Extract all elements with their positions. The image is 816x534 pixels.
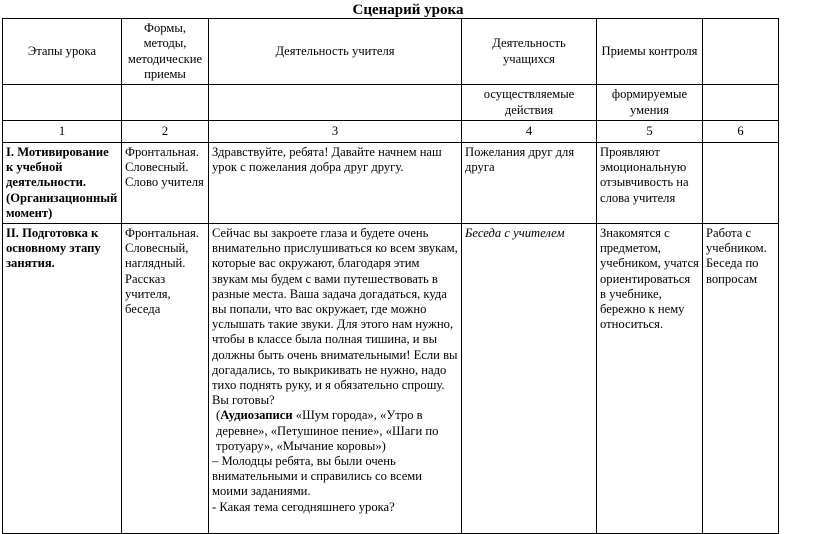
forms-cell: Фронтальная. Словесный, наглядный. Рассказ учителя, беседа bbox=[122, 224, 209, 534]
column-number: 5 bbox=[597, 121, 703, 143]
subheader-actions: осуществляемые действия bbox=[462, 85, 597, 121]
table-row bbox=[3, 143, 779, 224]
teacher-paragraph: – Молодцы ребята, вы были очень внимательными и справились со всеми моими заданиями. bbox=[212, 454, 422, 499]
header-student-activity: Деятельность учащихся bbox=[462, 19, 597, 85]
table-row bbox=[3, 224, 779, 534]
column-number: 6 bbox=[703, 121, 779, 143]
column-number: 2 bbox=[122, 121, 209, 143]
subheader-skills: формируемые умения bbox=[597, 85, 703, 121]
column-number: 1 bbox=[3, 121, 122, 143]
header-stages: Этапы урока bbox=[3, 19, 122, 85]
header-row bbox=[3, 19, 779, 85]
header-control-methods: Приемы контроля bbox=[597, 19, 703, 85]
student-actions-cell: Беседа с учителем bbox=[462, 224, 597, 534]
lesson-scenario-table bbox=[2, 18, 779, 534]
audio-text: «Шум города», «Утро в деревне», «Петушиное пение», «Шаги по тротуару», «Мычание коровы») bbox=[216, 408, 439, 453]
column-number: 4 bbox=[462, 121, 597, 143]
audio-label: Аудиозаписи bbox=[220, 408, 293, 423]
teacher-audio-line: (Аудиозаписи «Шум города», «Утро в деревне», «Петушиное пение», «Шаги по тротуару», «Мычание коровы») bbox=[216, 408, 439, 453]
teacher-activity-cell: Здравствуйте, ребята! Давайте начнем наш урок с пожелания добра друг другу. bbox=[209, 143, 462, 224]
teacher-paragraph: Сейчас вы закроете глаза и будете очень внимательно прислушиваться ко всем звукам, которые вас окружают, благодаря этим звукам мы будем с вами путешествовать в разные места. Ваша задача догадаться, куда вы попали, что вас окружает, где можно услышать такие звуки. Для этого нам нужно, чтобы в классе была полная тишина, и вы должны быть очень внимательными! Если вы догадались, то выкрикивать не нужно, надо тихо поднять руку, и я обязательно спрошу. Вы готовы? bbox=[212, 226, 458, 408]
header-forms: Формы, методы, методические приемы bbox=[122, 19, 209, 85]
column-number: 3 bbox=[209, 121, 462, 143]
forms-cell: Фронтальная. Словесный. Слово учителя bbox=[122, 143, 209, 224]
subheader-empty-3 bbox=[209, 85, 462, 121]
subheader-empty-2 bbox=[122, 85, 209, 121]
teacher-activity-cell bbox=[209, 224, 462, 534]
column-numbers-row bbox=[3, 121, 779, 143]
subheader-empty-1 bbox=[3, 85, 122, 121]
student-skills-cell: Знакомятся с предметом, учебником, учатся ориентироваться в учебнике, бережно к нему относиться. bbox=[597, 224, 703, 534]
header-teacher-activity: Деятельность учителя bbox=[209, 19, 462, 85]
control-cell: Работа с учебником. Беседа по вопросам bbox=[703, 224, 779, 534]
student-skills-cell: Проявляют эмоциональную отзывчивость на слова учителя bbox=[597, 143, 703, 224]
stage-cell: I. Мотивирование к учебной деятельности. (Организационный момент) bbox=[3, 143, 122, 224]
document-title: Сценарий урока bbox=[352, 2, 464, 18]
teacher-paragraph: - Какая тема сегодняшнего урока? bbox=[212, 499, 395, 514]
student-actions-cell: Пожелания друг для друга bbox=[462, 143, 597, 224]
control-cell bbox=[703, 143, 779, 224]
subheader-row bbox=[3, 85, 779, 121]
subheader-empty-6 bbox=[703, 85, 779, 121]
stage-cell: II. Подготовка к основному этапу занятия. bbox=[3, 224, 122, 534]
header-col6 bbox=[703, 19, 779, 85]
